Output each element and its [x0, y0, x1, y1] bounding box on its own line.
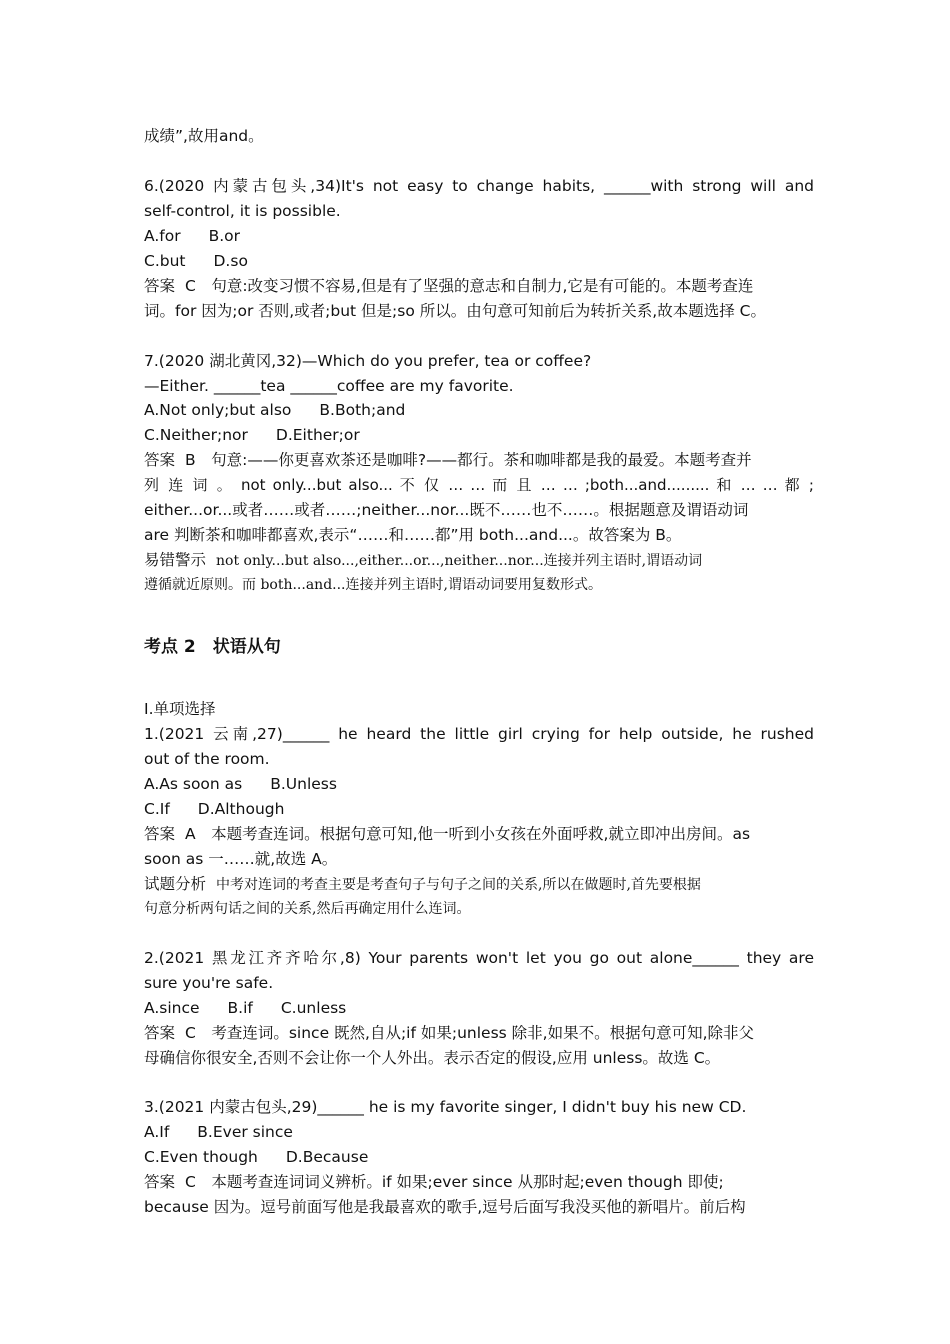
q7-options-row2: [144, 423, 814, 448]
s3-stem-line1: 3.(2021 内蒙古包头,29)______ he is my favorite singer, I didn't buy his new CD.: [144, 1098, 747, 1116]
s2-option-c: C.unless: [280, 999, 347, 1017]
q7-answer-line3: either...or...或者……或者……;neither...nor...既不……也不……。根据题意及谓语动词: [144, 501, 749, 519]
s3-answer-line1: [144, 1170, 814, 1195]
s1-option-b: B.Unless: [270, 775, 337, 793]
s1-analysis-label: 试题分析: [144, 875, 207, 893]
s3-answer-label: 答案: [144, 1173, 176, 1191]
s2-answer-label: 答案: [144, 1024, 176, 1042]
section-heading: 考点 2 状语从句: [144, 637, 281, 657]
s1-stem-line2: out of the room.: [144, 750, 270, 768]
s2-options-row: [144, 996, 814, 1021]
s1-analysis-line2: 句意分析两句话之间的关系,然后再确定用什么连词。: [144, 901, 471, 917]
q7-answer-line4: are 判断茶和咖啡都喜欢,表示“……和……都”用 both...and...。故答案为 B。: [144, 526, 682, 544]
s1-options-row2: [144, 797, 814, 822]
s3-answer-line2: because 因为。逗号前面写他是我最喜欢的歌手,逗号后面写我没买他的新唱片。前后构: [144, 1198, 746, 1216]
s1-options-row1: [144, 772, 814, 797]
s3-answer-text1: C 本题考查连词词义辨析。if 如果;ever since 从那时起;even though 即使;: [185, 1173, 724, 1191]
q6-option-b: B.or: [208, 227, 240, 245]
s1-stem-line1: 1.(2021 云南,27)______ he heard the little girl crying for help outside, he rushed: [144, 725, 814, 743]
s1-answer-label: 答案: [144, 825, 176, 843]
s3-options-row1: [144, 1120, 814, 1145]
s3-option-d: D.Because: [285, 1148, 369, 1166]
q6-options-row1: [144, 224, 814, 249]
q7-answer-text1: B 句意:——你更喜欢茶还是咖啡?——都行。茶和咖啡都是我的最爱。本题考查并: [185, 451, 752, 469]
q7-option-a: A.Not only;but also: [144, 401, 292, 419]
q7-warning-text1: not only...but also...,either...or...,neither...nor...连接并列主语时,谓语动词: [216, 553, 703, 569]
q7-options-row1: [144, 398, 814, 423]
s2-stem-line1: 2.(2021 黑龙江齐齐哈尔,8) Your parents won't let you go out alone______ they are: [144, 949, 814, 967]
s2-answer-text1: C 考查连词。since 既然,自从;if 如果;unless 除非,如果不。根据句意可知,除非父: [185, 1024, 755, 1042]
q6-option-d: D.so: [213, 252, 248, 270]
s2-stem-line2: sure you're safe.: [144, 974, 274, 992]
q7-warning-label: 易错警示: [144, 551, 207, 569]
s3-option-c: C.Even though: [144, 1148, 258, 1166]
q6-stem-line1: 6.(2020 内蒙古包头,34)It's not easy to change habits, ______with strong will and: [144, 177, 814, 195]
q6-stem-line2: self-control, it is possible.: [144, 202, 341, 220]
q7-warning-line2: 遵循就近原则。而 both...and...连接并列主语时,谓语动词要用复数形式。: [144, 577, 602, 593]
q7-answer-label: 答案: [144, 451, 176, 469]
q7-option-c: C.Neither;nor: [144, 426, 248, 444]
s1-answer-text1: A 本题考查连词。根据句意可知,他一听到小女孩在外面呼救,就立即冲出房间。as: [185, 825, 751, 843]
s1-analysis-line1: [144, 872, 814, 898]
s2-option-a: A.since: [144, 999, 200, 1017]
s3-option-a: A.If: [144, 1123, 170, 1141]
q6-answer-line1: [144, 274, 814, 299]
previous-answer-continuation: 成绩”,故用and。: [144, 127, 264, 145]
section-subheading: I.单项选择: [144, 700, 216, 718]
q6-answer-line2: 词。for 因为;or 否则,或者;but 但是;so 所以。由句意可知前后为转折关系,故本题选择 C。: [144, 302, 766, 320]
s2-option-b: B.if: [227, 999, 253, 1017]
q6-option-c: C.but: [144, 252, 186, 270]
s1-option-a: A.As soon as: [144, 775, 243, 793]
q7-answer-line2: 列 连 词 。 not only...but also... 不 仅 … … 而 且 … … ;both...and......... 和 … … 都 ;: [144, 476, 814, 494]
q7-option-b: B.Both;and: [319, 401, 406, 419]
q7-answer-line1: [144, 448, 814, 473]
s1-option-d: D.Although: [197, 800, 285, 818]
s1-analysis-text1: 中考对连词的考查主要是考查句子与句子之间的关系,所以在做题时,首先要根据: [216, 877, 701, 893]
s3-options-row2: [144, 1145, 814, 1170]
q6-option-a: A.for: [144, 227, 181, 245]
s1-answer-line1: [144, 822, 814, 847]
q6-answer-label: 答案: [144, 277, 176, 295]
s2-answer-line1: [144, 1021, 814, 1046]
q7-stem-line2: —Either. ______tea ______coffee are my favorite.: [144, 377, 514, 395]
q7-warning-line1: [144, 548, 814, 574]
s3-option-b: B.Ever since: [197, 1123, 293, 1141]
s1-option-c: C.If: [144, 800, 170, 818]
q7-option-d: D.Either;or: [275, 426, 360, 444]
q6-options-row2: [144, 249, 814, 274]
q7-stem-line1: 7.(2020 湖北黄冈,32)—Which do you prefer, tea or coffee?: [144, 352, 592, 370]
s1-answer-line2: soon as 一……就,故选 A。: [144, 850, 338, 868]
s2-answer-line2: 母确信你很安全,否则不会让你一个人外出。表示否定的假设,应用 unless。故选 C。: [144, 1049, 721, 1067]
q6-answer-text1: C 句意:改变习惯不容易,但是有了坚强的意志和自制力,它是有可能的。本题考查连: [185, 277, 754, 295]
